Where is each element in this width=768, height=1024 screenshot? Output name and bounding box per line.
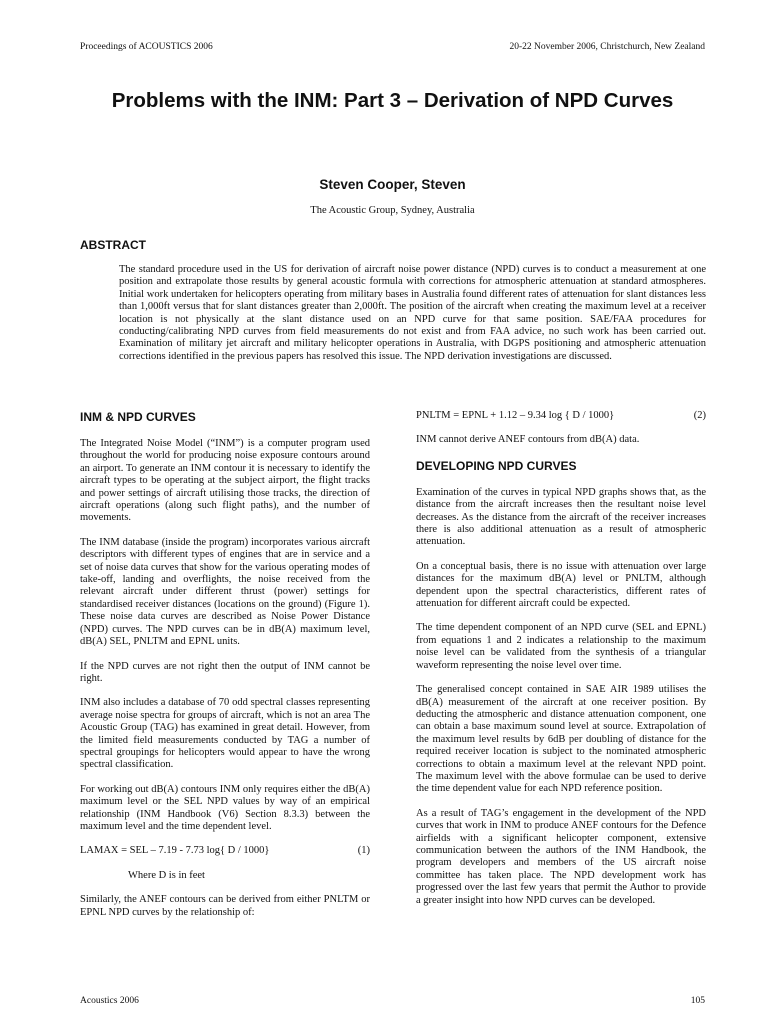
section-heading-inm-npd: INM & NPD CURVES — [80, 410, 196, 424]
paragraph: The generalised concept contained in SAE AIR 1989 utilises the dB(A) measurement of the aircraft at one receiver position. By deducting the atmospheric and distance attenuation component, one can obtain a base maximum sound level at source. Extrapolation of the maximum level results by 6dB per doubling of distance for the required receiver location is subject to the nominated atmospheric corrections to obtain a maximum level at the relevant NPD point. The maximum level with the above formulae can be used to derive the time dependent value for each NPD reference position. — [416, 684, 706, 795]
left-column — [80, 410, 370, 965]
equation-2-number: (2) — [693, 410, 706, 421]
equation-1-number: (1) — [357, 845, 370, 857]
paragraph: INM also includes a database of 70 odd spectral classes representing average noise spectra for groups of aircraft, which is not an area The Acoustic Group (TAG) has examined in great detail. However, from the limited field measurements conducted by TAG a number of spectral groupings for helicopters would appear to have the wrong spectral classification. — [80, 697, 370, 771]
paper-title: Problems with the INM: Part 3 – Derivation of NPD Curves — [111, 89, 674, 112]
abstract-text: The standard procedure used in the US for derivation of aircraft noise power distance (NPD) curves is to conduct a measurement at one position and extrapolate those results by general acoustic formula with corrections for atmospheric attenuation at standard atmospheres. Initial work undertaken for helicopters operating from military bases in Australia found different rates of attenuation for slant distances less than 1,000ft versus that for slant distances greater than 2,000ft. The position of the aircraft when creating the maximum level at a receiver location is not physically at the slant distance used on an NPD curve for that same position. SAE/FAA procedures for conducting/calibrating NPD curves from field measurements do not exist and from FAA advice, no such work has been carried out. Examination of military jet aircraft and military helicopter operations in Australia, with DGPS positioning and atmospheric attenuation corrections identified in the previous papers has resolved this issue. The NPD derivation investigations are discussed. — [119, 264, 706, 362]
paragraph: Examination of the curves in typical NPD graphs shows that, as the distance from the aircraft increases then the resultant noise level decreases. As the distance from the aircraft of the receiver increases there is also additional attenuation as a result of atmospheric attenuation. — [416, 486, 706, 548]
paragraph: The INM database (inside the program) incorporates various aircraft descriptors with different types of engines that are in service and a set of noise data curves that show for the various operating modes of take-off, landing and overflights, the noise received from the relevant aircraft under different thrust (power) settings for standardised receiver distances (locations on the ground) (Figure 1). These noise data curves are described as Noise Power Distance (NPD) curves. The NPD curves can be in dB(A) maximum level, dB(A) SEL, PNLTM and EPNL units. — [80, 536, 370, 648]
paragraph: The time dependent component of an NPD curve (SEL and EPNL) from equations 1 and 2 indicates a relationship to the maximum noise level can be validated from the synthesis of a triangular waveform representing the noise level over time. — [416, 622, 706, 671]
equation-1-note: Where D is in feet — [128, 869, 205, 881]
running-header-left: Proceedings of ACOUSTICS 2006 — [80, 42, 213, 52]
page-number: 105 — [690, 996, 705, 1006]
running-header-right: 20-22 November 2006, Christchurch, New Zealand — [509, 42, 705, 52]
equation-2 — [416, 410, 706, 422]
equation-1 — [80, 845, 370, 857]
footer-left: Acoustics 2006 — [80, 996, 139, 1006]
equation-2-expression: PNLTM = EPNL + 1.12 – 9.34 log { D / 1000} — [416, 410, 615, 421]
paragraph: As a result of TAG’s engagement in the development of the NPD curves that work in INM to produce ANEF contours for the Defence airfields with a significant helicopter component, extensive communication between the authors of the INM Handbook, the program developers and members of the US aircraft noise committee has taken place. The NPD development work has progressed over the last few years that permit the Author to provide a greater insight into how NPD curves can be developed. — [416, 807, 706, 906]
equation-1-expression: LAMAX = SEL – 7.19 - 7.73 log{ D / 1000} — [80, 845, 270, 857]
author-affiliation: The Acoustic Group, Sydney, Australia — [310, 205, 475, 216]
abstract-heading: ABSTRACT — [80, 238, 146, 252]
paragraph: INM cannot derive ANEF contours from dB(A) data. — [416, 434, 640, 446]
paragraph: Similarly, the ANEF contours can be derived from either PNLTM or EPNL NPD curves by the relationship of: — [80, 894, 370, 918]
right-column — [416, 410, 706, 965]
author-name: Steven Cooper, Steven — [319, 177, 466, 192]
section-heading-developing-npd: DEVELOPING NPD CURVES — [416, 458, 577, 473]
paragraph: If the NPD curves are not right then the output of INM cannot be right. — [80, 660, 370, 684]
paragraph: The Integrated Noise Model (“INM”) is a computer program used throughout the world for producing noise exposure contours around an airport. To generate an INM contour it is necessary to identify the aircraft types to be operating at the subject airport, the flight tracks and power settings of aircraft utilising those tracks, the direction of aircraft operations (along such flight paths), and the number of movements. — [80, 438, 370, 524]
paragraph: On a conceptual basis, there is no issue with attenuation over large distances for the maximum dB(A) level or PNLTM, although dependent upon the spectral characteristics, different rates of attenuation for different aircraft could be expected. — [416, 560, 706, 610]
paragraph: For working out dB(A) contours INM only requires either the dB(A) maximum level or the SEL NPD values by way of an empirical relationship (INM Handbook (V6) Section 8.3.3) between the maximum level and the time dependent level. — [80, 783, 370, 832]
